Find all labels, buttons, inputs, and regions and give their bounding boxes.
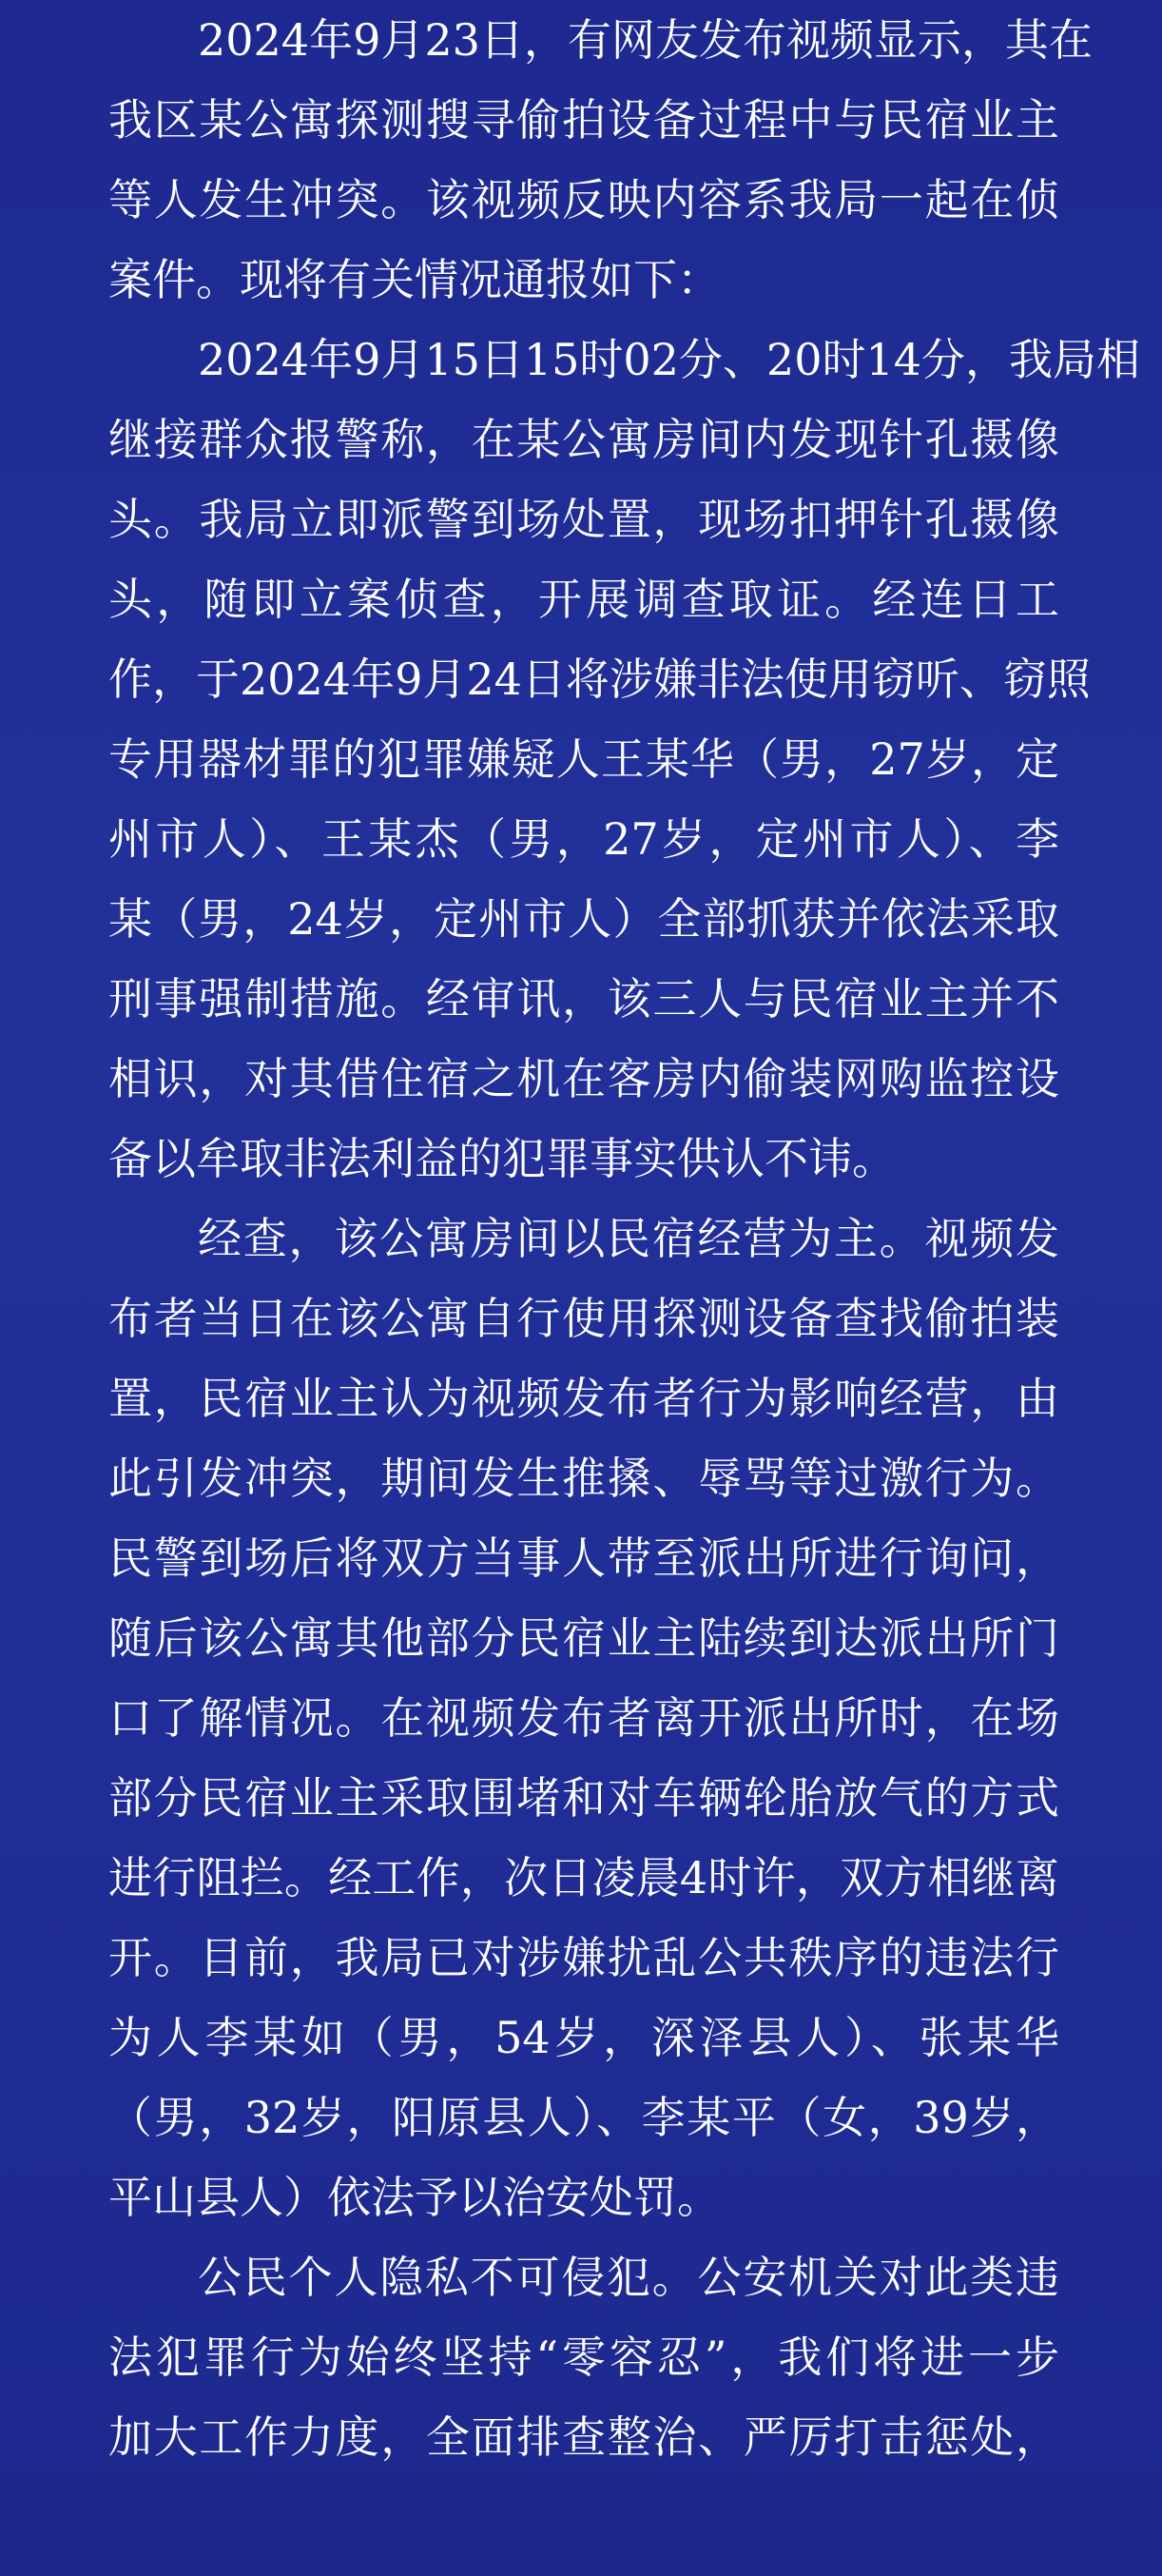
notice-line-7: 头。我局立即派警到场处置，现场扣押针孔摄像 <box>108 494 1059 545</box>
notice-line-16: 经查，该公寓房间以民宿经营为主。视频发 <box>198 1213 1059 1264</box>
notice-line-31: 加大工作力度，全面排查整治、严厉打击惩处， <box>108 2411 1059 2463</box>
police-notice-text <box>108 0 1140 2557</box>
notice-line-10: 专用器材罪的犯罪嫌疑人王某华（男，27岁，定 <box>108 733 1059 785</box>
notice-line-26: 为人李某如（男，54岁，深泽县人）、张某华 <box>108 2012 1059 2063</box>
notice-line-14: 相识，对其借住宿之机在客房内偷装网购监控设 <box>108 1053 1059 1104</box>
notice-line-13: 刑事强制措施。经审讯，该三人与民宿业主并不 <box>108 973 1059 1025</box>
notice-line-8: 头，随即立案侦查，开展调查取证。经连日工 <box>108 574 1059 625</box>
notice-line-11: 州市人）、王某杰（男，27岁，定州市人）、李 <box>108 813 1059 865</box>
notice-line-30: 法犯罪行为始终坚持“零容忍”，我们将进一步 <box>108 2332 1059 2383</box>
notice-line-27: （男，32岁，阳原县人）、李某平（女，39岁， <box>108 2092 1059 2143</box>
notice-line-22: 口了解情况。在视频发布者离开派出所时，在场 <box>108 1692 1059 1744</box>
notice-line-3: 等人发生冲突。该视频反映内容系我局一起在侦 <box>108 174 1059 225</box>
notice-line-12: 某（男，24岁，定州市人）全部抓获并依法采取 <box>108 893 1059 945</box>
notice-line-9: 作，于2024年9月24日将涉嫌非法使用窃听、窃照 <box>108 654 1091 705</box>
notice-line-24: 进行阻拦。经工作，次日凌晨4时许，双方相继离 <box>108 1852 1059 1903</box>
notice-line-21: 随后该公寓其他部分民宿业主陆续到达派出所门 <box>108 1612 1059 1664</box>
notice-line-23: 部分民宿业主采取围堵和对车辆轮胎放气的方式 <box>108 1772 1059 1824</box>
notice-line-1: 2024年9月23日，有网友发布视频显示，其在 <box>198 14 1093 66</box>
notice-line-17: 布者当日在该公寓自行使用探测设备查找偷拍装 <box>108 1293 1059 1344</box>
notice-line-29: 公民个人隐私不可侵犯。公安机关对此类违 <box>198 2252 1059 2303</box>
notice-line-18: 置，民宿业主认为视频发布者行为影响经营，由 <box>108 1373 1059 1424</box>
notice-line-2: 我区某公寓探测搜寻偷拍设备过程中与民宿业主 <box>108 94 1059 146</box>
notice-line-6: 继接群众报警称，在某公寓房间内发现针孔摄像 <box>108 414 1059 465</box>
notice-line-28: 平山县人）依法予以治安处罚。 <box>108 2172 721 2223</box>
notice-line-15: 备以牟取非法利益的犯罪事实供认不讳。 <box>108 1133 896 1184</box>
notice-line-5: 2024年9月15日15时02分、20时14分，我局相 <box>198 334 1140 385</box>
notice-line-20: 民警到场后将双方当事人带至派出所进行询问， <box>108 1532 1059 1584</box>
notice-line-25: 开。目前，我局已对涉嫌扰乱公共秩序的违法行 <box>108 1932 1059 1983</box>
notice-line-19: 此引发冲突，期间发生推搡、辱骂等过激行为。 <box>108 1453 1059 1504</box>
notice-line-4: 案件。现将有关情况通报如下： <box>108 254 721 305</box>
bottom-background-band <box>0 2473 1162 2576</box>
